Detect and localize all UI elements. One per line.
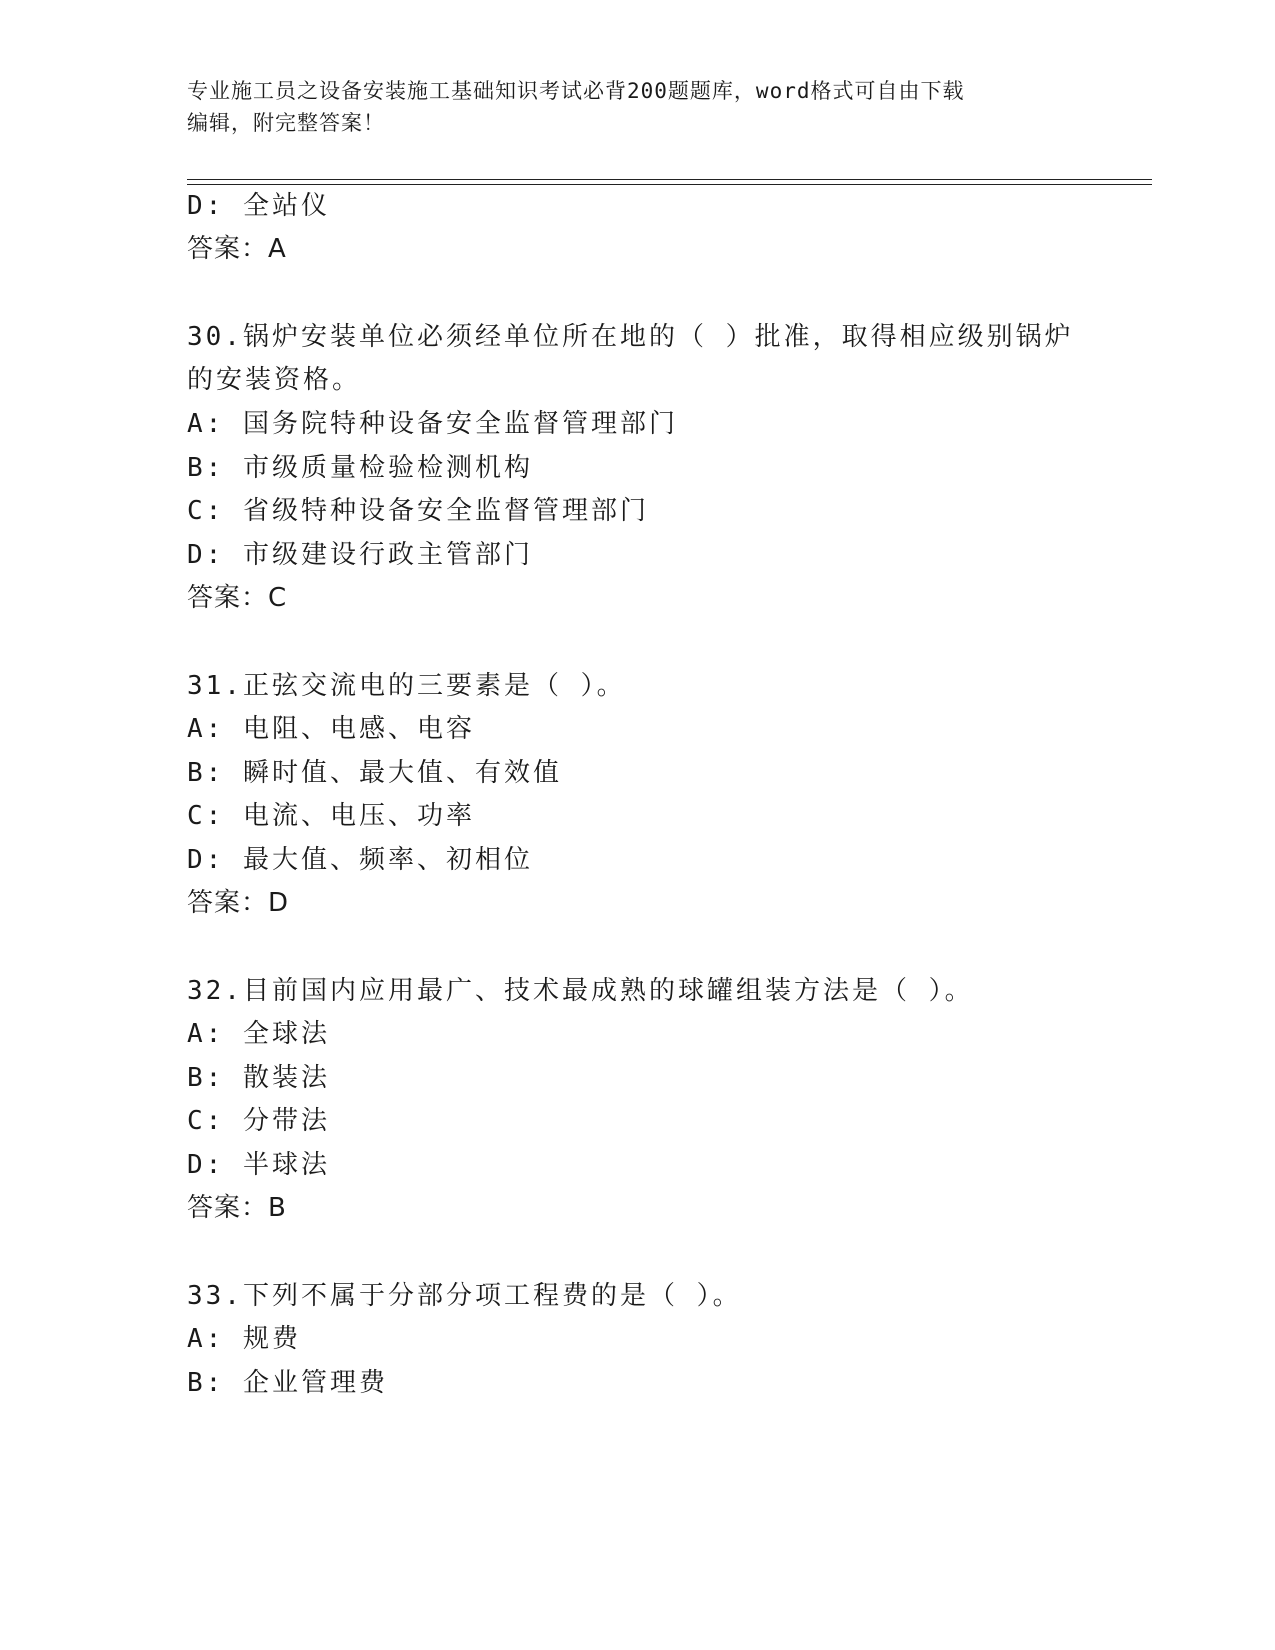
q31-option-a: A: 电阻、电感、电容 xyxy=(187,714,475,744)
q32-stem: 32.目前国内应用最广、技术最成熟的球罐组装方法是（ ）。 xyxy=(187,976,974,1006)
q30-option-c: C: 省级特种设备安全监督管理部门 xyxy=(187,496,649,526)
q29-answer: 答案：A xyxy=(187,234,287,264)
q31-stem: 31.正弦交流电的三要素是（ ）。 xyxy=(187,671,626,701)
q31-option-d: D: 最大值、频率、初相位 xyxy=(187,845,533,875)
header-title-line-1: 专业施工员之设备安装施工基础知识考试必背200题题库，word格式可自由下载 xyxy=(187,79,965,103)
q32-answer: 答案：B xyxy=(187,1193,287,1223)
q32-option-d: D: 半球法 xyxy=(187,1150,330,1180)
q33-stem: 33.下列不属于分部分项工程费的是（ ）。 xyxy=(187,1281,742,1311)
q31-option-b: B: 瞬时值、最大值、有效值 xyxy=(187,758,562,788)
q30-option-d: D: 市级建设行政主管部门 xyxy=(187,540,533,570)
q30-stem-line-2: 的安装资格。 xyxy=(187,365,362,395)
header-divider-bottom xyxy=(187,184,1152,185)
q32-option-b: B: 散装法 xyxy=(187,1063,330,1093)
q29-option-d: D: 全站仪 xyxy=(187,191,330,221)
document-header xyxy=(187,75,1067,139)
q30-option-b: B: 市级质量检验检测机构 xyxy=(187,453,533,483)
header-title-line-2: 编辑，附完整答案！ xyxy=(187,111,385,135)
q33-option-a: A: 规费 xyxy=(187,1324,301,1354)
q33-option-b: B: 企业管理费 xyxy=(187,1368,388,1398)
q30-stem-line-1: 30.锅炉安装单位必须经单位所在地的（ ）批准，取得相应级别锅炉 xyxy=(187,322,1074,352)
header-divider-top xyxy=(187,179,1152,180)
q30-answer: 答案：C xyxy=(187,583,288,613)
q31-answer: 答案：D xyxy=(187,888,290,918)
q32-option-a: A: 全球法 xyxy=(187,1019,330,1049)
q31-option-c: C: 电流、电压、功率 xyxy=(187,801,475,831)
q30-option-a: A: 国务院特种设备安全监督管理部门 xyxy=(187,409,678,439)
q32-option-c: C: 分带法 xyxy=(187,1106,330,1136)
